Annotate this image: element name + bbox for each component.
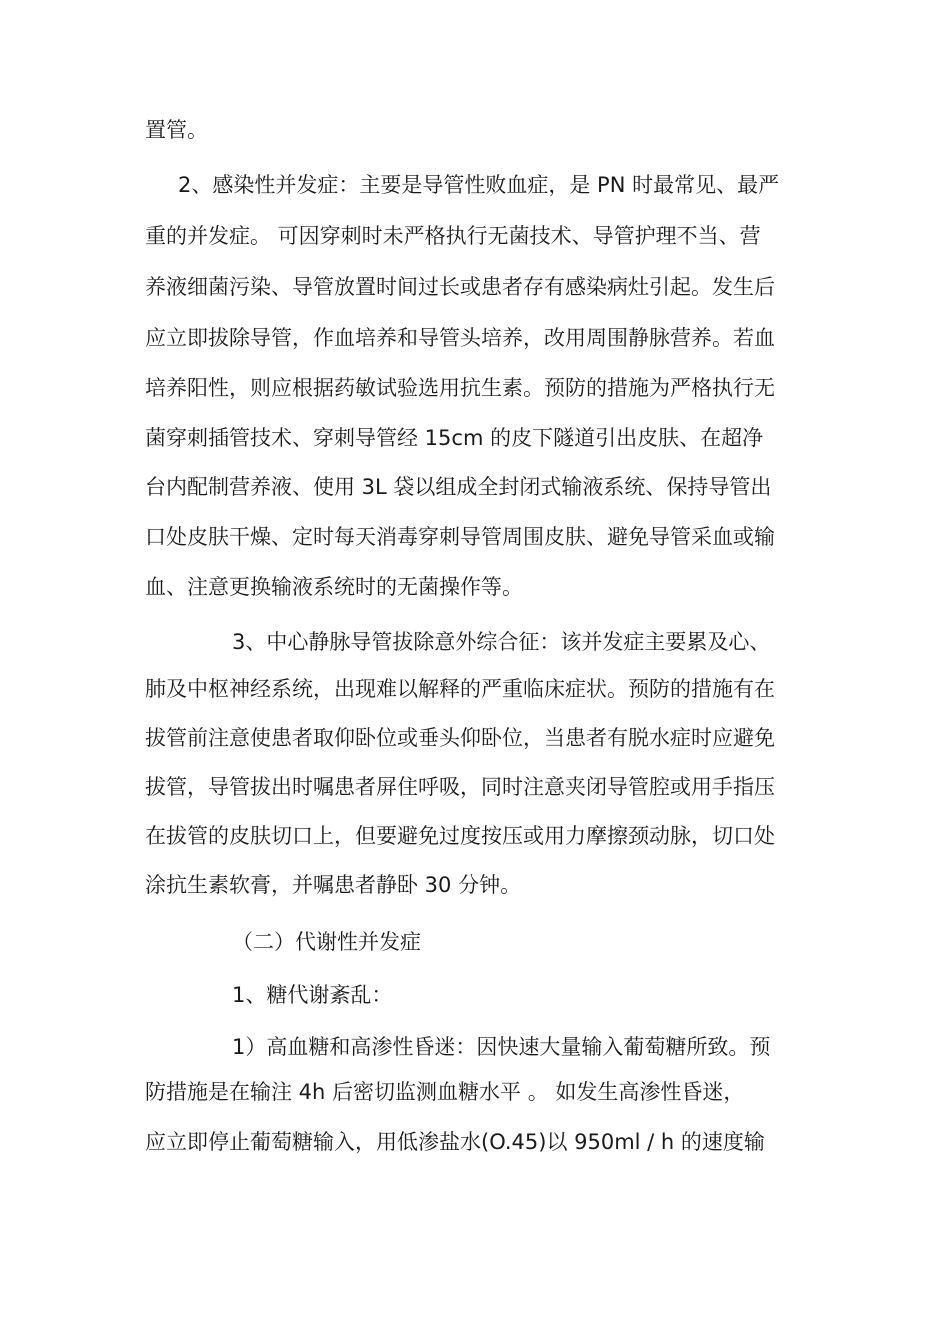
text-line-7: 菌穿刺插管技术、穿刺导管经 15cm 的皮下隧道引出皮肤、在超净 xyxy=(145,426,764,450)
text-line-19: 1）高血糖和高渗性昏迷：因快速大量输入葡萄糖所致。预 xyxy=(232,1035,771,1059)
text-line-9: 口处皮肤干燥、定时每天消毒穿刺导管周围皮肤、避免导管采血或输 xyxy=(145,525,775,549)
text-line-5: 应立即拔除导管，作血培养和导管头培养，改用周围静脉营养。若血 xyxy=(145,326,775,350)
text-line-8: 台内配制营养液、使用 3L 袋以组成全封闭式输液系统、保持导管出 xyxy=(145,475,772,499)
section-heading: （二）代谢性并发症 xyxy=(232,930,421,954)
text-line-16: 涂抗生素软膏，并嘱患者静卧 30 分钟。 xyxy=(145,873,522,897)
text-line-2: 2、感染性并发症：主要是导管性败血症，是 PN 时最常见、最严 xyxy=(178,173,780,197)
text-line-3: 重的并发症。 可因穿刺时未严格执行无菌技术、导管护理不当、营 xyxy=(145,224,761,248)
text-line-11: 3、中心静脉导管拔除意外综合征：该并发症主要累及心、 xyxy=(232,630,771,654)
subsection-heading: 1、糖代谢紊乱： xyxy=(232,983,393,1007)
text-line-14: 拔管，导管拔出时嘱患者屏住呼吸，同时注意夹闭导管腔或用手指压 xyxy=(145,775,775,799)
text-line-12: 肺及中枢神经系统，出现难以解释的严重临床症状。预防的措施有在 xyxy=(145,677,775,701)
text-line-21: 应立即停止葡萄糖输入，用低渗盐水(O.45)以 950ml / h 的速度输 xyxy=(145,1130,765,1154)
text-line-13: 拔管前注意使患者取仰卧位或垂头仰卧位，当患者有脱水症时应避免 xyxy=(145,726,775,750)
text-line-1: 置管。 xyxy=(145,118,208,142)
text-line-6: 培养阳性，则应根据药敏试验选用抗生素。预防的措施为严格执行无 xyxy=(145,376,775,400)
text-line-4: 养液细菌污染、导管放置时间过长或患者存有感染病灶引起。发生后 xyxy=(145,275,775,299)
text-line-10: 血、注意更换输液系统时的无菌操作等。 xyxy=(145,575,523,599)
text-line-15: 在拔管的皮肤切口上，但要避免过度按压或用力摩擦颈动脉，切口处 xyxy=(145,824,775,848)
text-line-20: 防措施是在输注 4h 后密切监测血糖水平 。 如发生高渗性昏迷， xyxy=(145,1080,745,1104)
